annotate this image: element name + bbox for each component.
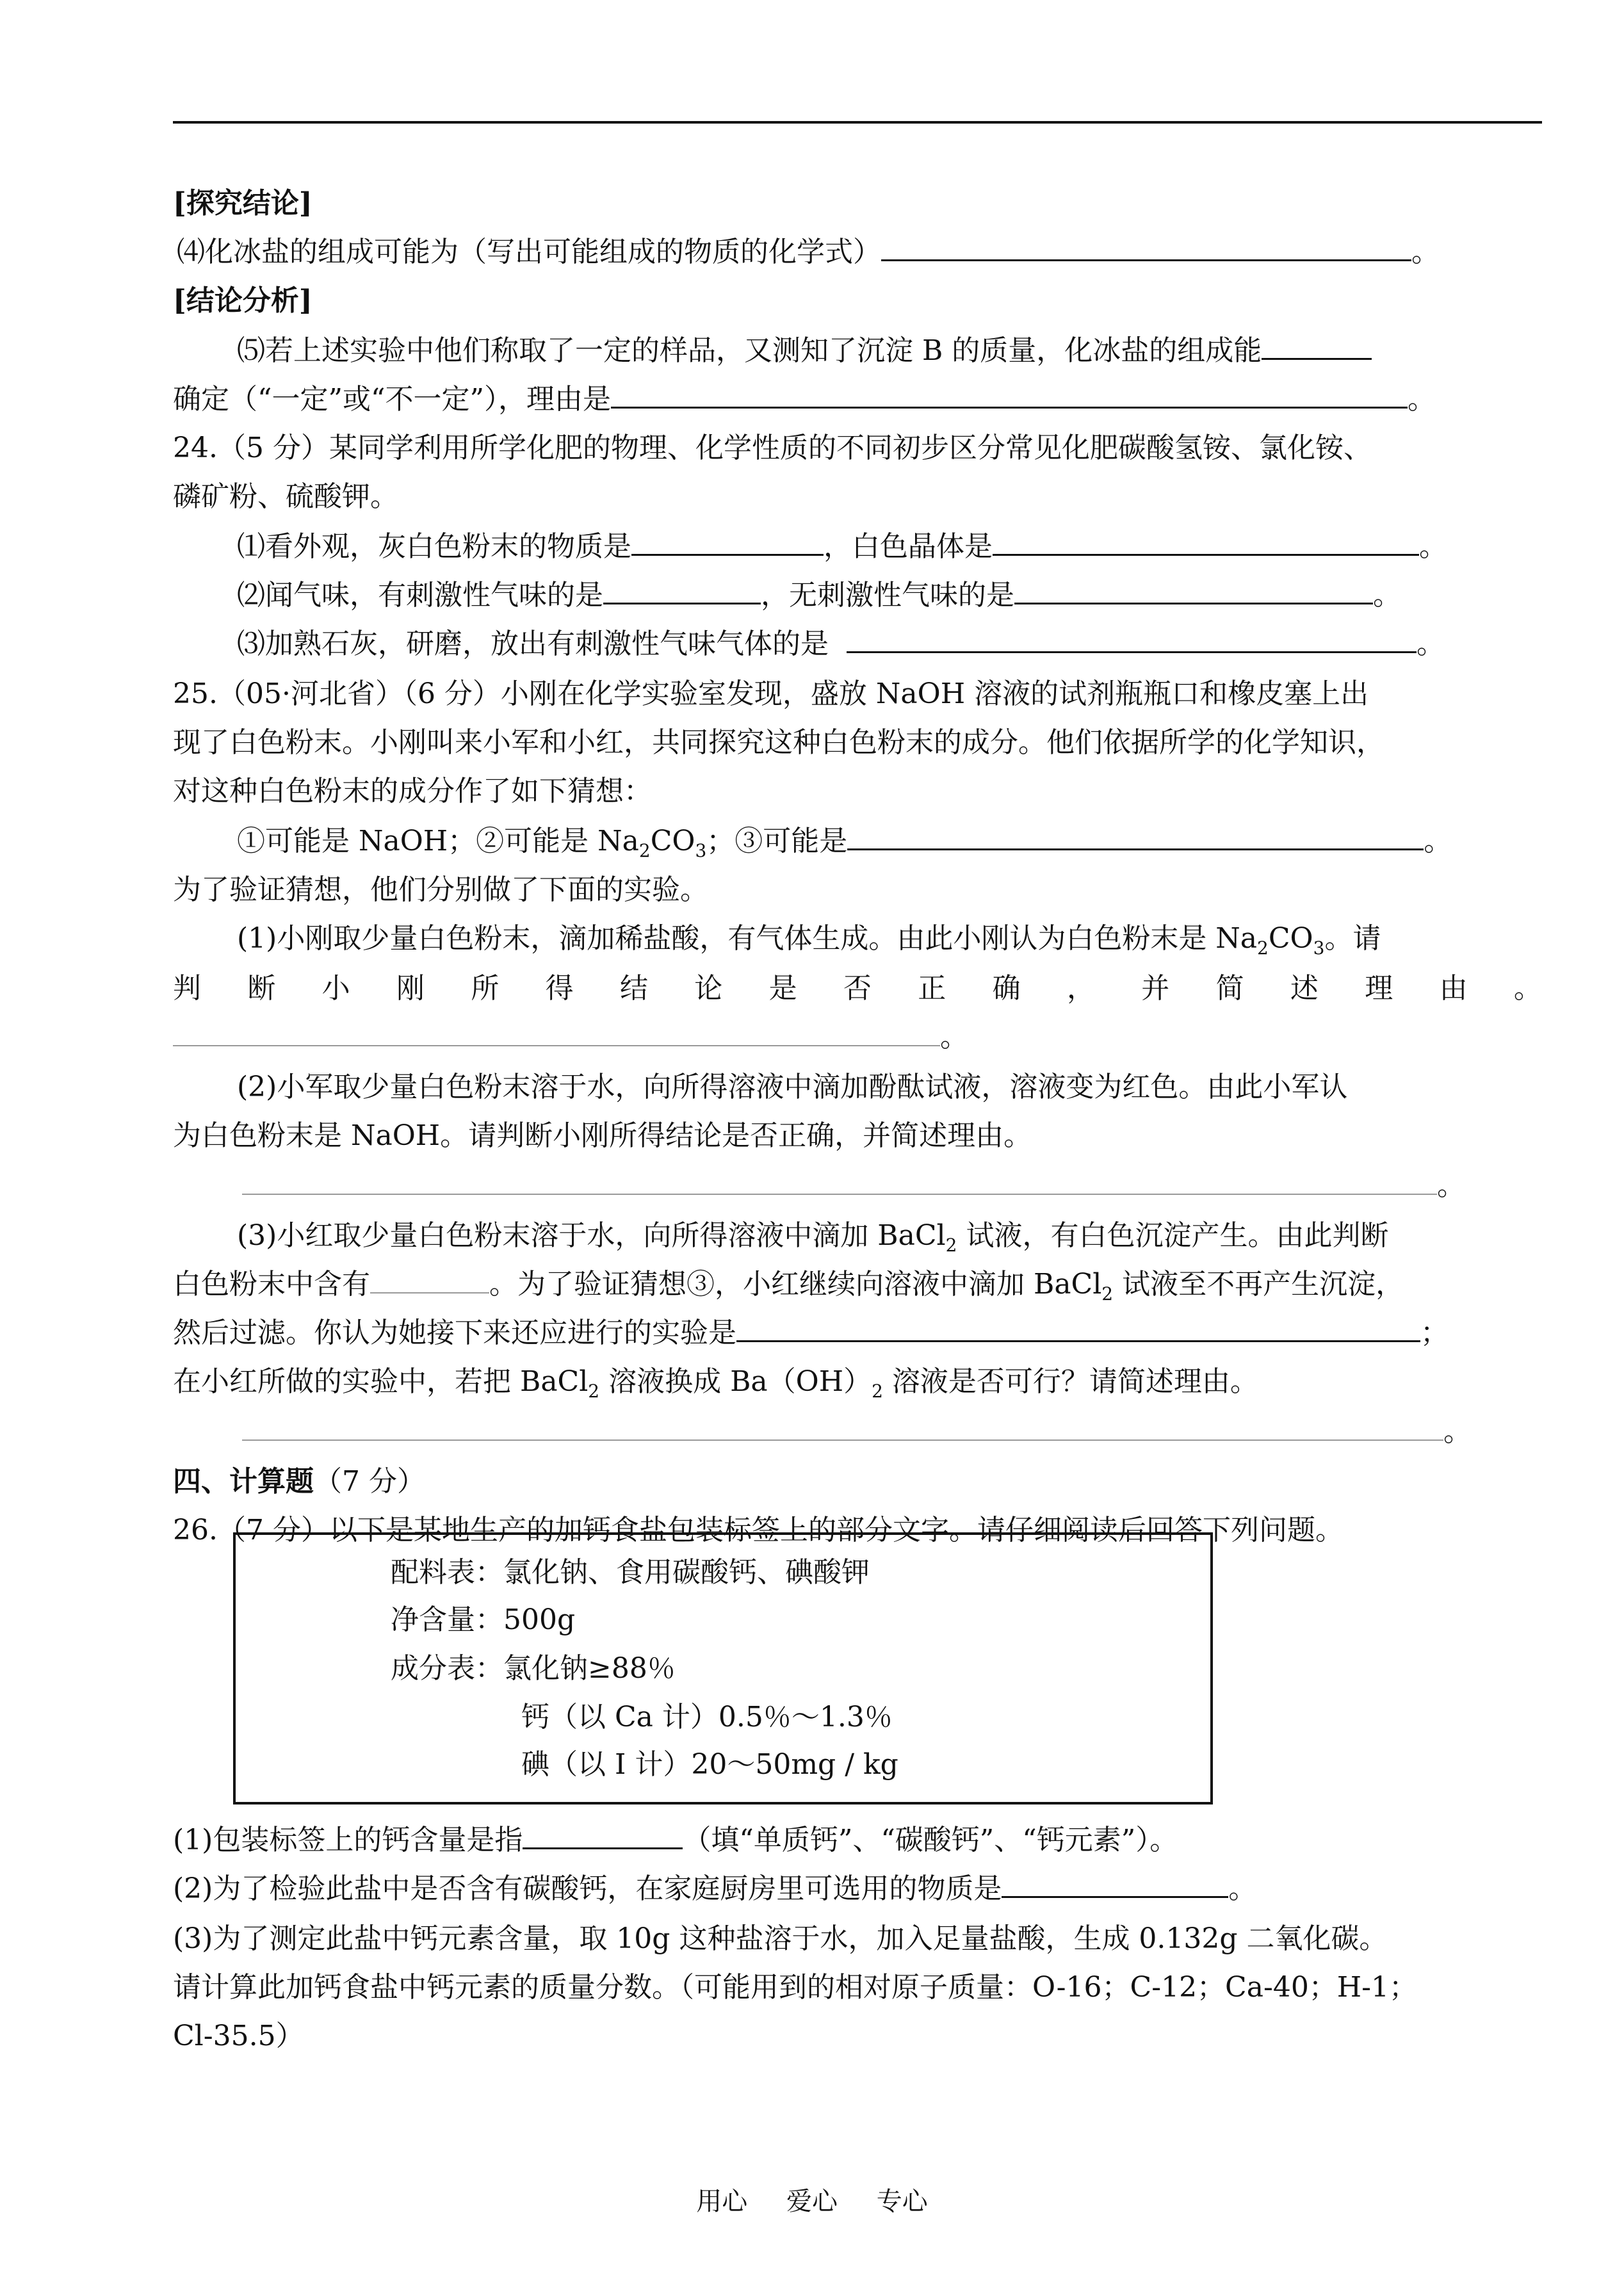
q25-exp3-line3	[173, 1309, 1542, 1358]
q25-line2: 现了白色粉末。小刚叫来小军和小红，共同探究这种白色粉末的成分。他们依据所学的化学知识，	[173, 726, 1384, 759]
label-iodine: 碘（以 I 计）20～50mg / kg	[521, 1748, 898, 1781]
q24-p1-text-a: ⑴看外观，灰白色粉末的物质是	[237, 530, 631, 563]
q25-e3-l2-sub: 2	[1101, 1283, 1114, 1304]
q25-e1-char: 由	[1439, 972, 1468, 1005]
q25-guess-text-a: ①可能是 NaOH；②可能是 Na	[237, 825, 639, 857]
q24-p1-text-b: ，白色晶体是	[824, 530, 993, 563]
q24-p2-blank-b[interactable]	[1014, 577, 1373, 604]
q24-p3-blank[interactable]	[847, 626, 1417, 653]
q25-exp2-line1: (2)小军取少量白色粉末溶于水，向所得溶液中滴加酚酞试液，溶液变为红色。由此小军认	[237, 1071, 1348, 1103]
label-composition: 成分表：氯化钠≥88％	[391, 1652, 676, 1685]
section-heading-analysis: [结论分析]	[173, 284, 313, 317]
q24-p1-blank-a[interactable]	[631, 528, 824, 556]
q25-e1-sub2: 3	[1313, 937, 1325, 959]
q25-e2-end: 。	[1437, 1169, 1465, 1202]
q4-end: 。	[1411, 236, 1440, 268]
q25-e3-substance-blank[interactable]	[370, 1268, 489, 1293]
q25-guess-sub2: 3	[695, 839, 707, 861]
q26-part3-line2: 请计算此加钙食盐中钙元素的质量分数。（可能用到的相对原子质量：O-16；C-12；Ca-40；H-1；	[173, 1971, 1418, 2004]
q25-exp3-answer	[242, 1407, 1542, 1456]
q24-p3-text: ⑶加熟石灰，研磨，放出有刺激性气味气体的是	[237, 628, 829, 660]
q25-guess-text-b: CO	[650, 825, 695, 857]
q25-e2-answer-blank[interactable]	[242, 1169, 1437, 1195]
section-heading-calculation	[173, 1457, 1542, 1506]
q25-verify: 为了验证猜想，他们分别做了下面的实验。	[173, 873, 708, 906]
q25-exp1-line1	[237, 914, 1542, 963]
q4-answer-blank[interactable]	[881, 234, 1411, 261]
q25-e3-l2-text-b: 。为了验证猜想③，小红继续向溶液中滴加 BaCl	[489, 1268, 1102, 1301]
q25-e1-sub1: 2	[1257, 937, 1269, 959]
q25-e3-l2-text-c: 试液至不再产生沉淀，	[1113, 1268, 1404, 1301]
q25-e3-text-a: (3)小红取少量白色粉末溶于水，向所得溶液中滴加 BaCl	[237, 1219, 946, 1252]
q5-reason-blank[interactable]	[611, 381, 1408, 409]
q5-answer-blank[interactable]	[1262, 332, 1372, 360]
q24-p3-end: 。	[1417, 628, 1445, 660]
q25-e3-text-b: 试液，有白色沉淀产生。由此判断	[957, 1219, 1389, 1252]
q25-e1-char: 小	[321, 972, 350, 1005]
q25-exp3-line2	[173, 1260, 1542, 1309]
q25-e1-char: 简	[1215, 972, 1244, 1005]
q25-exp2-line2: 为白色粉末是 NaOH。请判断小刚所得结论是否正确，并简述理由。	[173, 1119, 1032, 1152]
q25-e1-char: 断	[247, 972, 276, 1005]
section-heading-conclusion: [探究结论]	[173, 187, 313, 220]
q25-line3: 对这种白色粉末的成分作了如下猜想：	[173, 775, 652, 807]
q5-reason-text: 确定（“一定”或“不一定”），理由是	[173, 383, 611, 416]
q4-text: ⑷化冰盐的组成可能为（写出可能组成的物质的化学式）	[177, 236, 881, 268]
q26-part3-line3: Cl-35.5）	[173, 2020, 304, 2052]
q24-part3	[237, 620, 1542, 669]
q26-p2-blank[interactable]	[1002, 1870, 1228, 1898]
q24-p2-text-b: ，无刺激性气味的是	[761, 579, 1014, 612]
q25-e1-char: 述	[1290, 972, 1319, 1005]
q25-exp3-line1	[237, 1212, 1542, 1260]
salt-package-label	[233, 1532, 1213, 1804]
q25-e1-answer-blank[interactable]	[173, 1021, 940, 1046]
label-net-content: 净含量：500g	[391, 1603, 576, 1636]
label-ingredients: 配料表：氯化钠、食用碳酸钙、碘酸钾	[391, 1556, 870, 1589]
q25-guess-text-c: ；③可能是	[706, 825, 848, 857]
q25-e1-char: 正	[918, 972, 946, 1005]
q25-e1-text-c: 。请	[1324, 922, 1381, 955]
q24-p2-end: 。	[1373, 579, 1401, 612]
q25-guesses	[237, 817, 1542, 866]
q25-exp3-line4	[173, 1358, 1542, 1406]
q25-e1-char: 论	[694, 972, 723, 1005]
question-5-line2	[173, 375, 1542, 424]
q26-p1-text-b: （填“单质钙”、“碳酸钙”、“钙元素”）。	[683, 1824, 1178, 1856]
q26-part1	[173, 1816, 1542, 1865]
header-rule	[173, 121, 1542, 124]
q25-e1-text-b: CO	[1268, 922, 1313, 955]
q25-e3-sub: 2	[945, 1234, 957, 1256]
q25-e3-l2-text-a: 白色粉末中含有	[173, 1268, 370, 1301]
q25-e3-l4-sub2: 2	[872, 1380, 883, 1402]
q25-exp1-line2	[173, 964, 1542, 1013]
q25-e1-char: 刚	[396, 972, 425, 1005]
q24-p1-end: 。	[1419, 530, 1447, 563]
q25-e3-l4-text-a: 在小红所做的实验中，若把 BaCl	[173, 1365, 589, 1398]
q25-e3-l4-text-c: 溶液是否可行？请简述理由。	[882, 1365, 1258, 1398]
q26-p2-text: (2)为了检验此盐中是否含有碳酸钙，在家庭厨房里可选用的物质是	[173, 1872, 1002, 1905]
q25-e1-char: 否	[843, 972, 872, 1005]
section4-points: （7 分）	[314, 1465, 425, 1498]
q25-e1-end: 。	[940, 1021, 968, 1053]
section4-heading: 四、计算题	[173, 1465, 314, 1498]
q24-line1: 24.（5 分）某同学利用所学化肥的物理、化学性质的不同初步区分常见化肥碳酸氢铵、氯化铵、	[173, 432, 1372, 464]
q26-p2-end: 。	[1228, 1872, 1257, 1905]
q25-guess-blank[interactable]	[847, 823, 1424, 850]
q24-line2: 磷矿粉、硫酸钾。	[173, 480, 398, 513]
q25-e1-char: 判	[173, 972, 201, 1005]
q5-end: 。	[1407, 383, 1436, 416]
question-5-line1	[237, 327, 1542, 375]
question-4	[177, 228, 1542, 277]
q25-e1-char: 是	[768, 972, 797, 1005]
q25-exp1-answer	[173, 1013, 1542, 1062]
q25-e1-char: 结	[619, 972, 648, 1005]
q25-e3-end: 。	[1443, 1415, 1472, 1448]
q25-e3-l3-text: 然后过滤。你认为她接下来还应进行的实验是	[173, 1317, 736, 1349]
q25-e3-l3-end: ；	[1420, 1317, 1449, 1349]
q24-p2-blank-a[interactable]	[603, 577, 761, 604]
q26-line1: 26.（7 分）以下是某地生产的加钙食盐包装标签上的部分文字。请仔细阅读后回答下列问题。	[173, 1514, 1344, 1546]
q25-exp2-answer	[242, 1162, 1542, 1210]
q25-e1-char: 并	[1141, 972, 1170, 1005]
q25-e1-char: 所	[471, 972, 499, 1005]
q25-e1-char: 。	[1513, 972, 1542, 1005]
q25-guess-sub1: 2	[638, 839, 651, 861]
footer-text-b: 爱心	[786, 2187, 838, 2216]
q25-guess-end: 。	[1424, 825, 1452, 857]
q25-e3-answer-blank[interactable]	[242, 1415, 1443, 1441]
q25-e1-char: 理	[1365, 972, 1393, 1005]
q25-line1: 25.（05·河北省）（6 分）小刚在化学实验室发现，盛放 NaOH 溶液的试剂瓶瓶口和橡皮塞上出	[173, 677, 1369, 710]
q25-e3-l4-text-b: 溶液换成 Ba（OH）	[599, 1365, 872, 1398]
q24-p2-text-a: ⑵闻气味，有刺激性气味的是	[237, 579, 603, 612]
q25-e3-l4-sub: 2	[588, 1380, 600, 1402]
q25-e1-char: ，	[1066, 972, 1095, 1005]
q24-part2	[237, 571, 1542, 620]
q5-text: ⑸若上述实验中他们称取了一定的样品，又测知了沉淀 B 的质量，化冰盐的组成能	[237, 334, 1262, 367]
q24-p1-blank-b[interactable]	[993, 528, 1419, 556]
q26-p1-blank[interactable]	[523, 1822, 683, 1849]
q24-part1	[237, 523, 1542, 571]
q25-e1-char: 确	[992, 972, 1021, 1005]
footer-text-c: 专心	[876, 2187, 928, 2216]
q26-part3-line1: (3)为了测定此盐中钙元素含量，取 10g 这种盐溶于水，加入足量盐酸，生成 0.132g 二氧化碳。	[173, 1922, 1388, 1955]
q25-e1-text-a: (1)小刚取少量白色粉末，滴加稀盐酸，有气体生成。由此小刚认为白色粉末是 Na	[237, 922, 1258, 955]
label-calcium: 钙（以 Ca 计）0.5％～1.3％	[521, 1701, 893, 1733]
q25-e3-next-experiment-blank[interactable]	[736, 1315, 1420, 1342]
q25-e1-char: 得	[545, 972, 574, 1005]
footer-text-a: 用心	[696, 2187, 748, 2216]
q26-p1-text-a: (1)包装标签上的钙含量是指	[173, 1824, 523, 1856]
page-footer	[0, 2182, 1624, 2221]
q26-part2	[173, 1865, 1542, 1913]
